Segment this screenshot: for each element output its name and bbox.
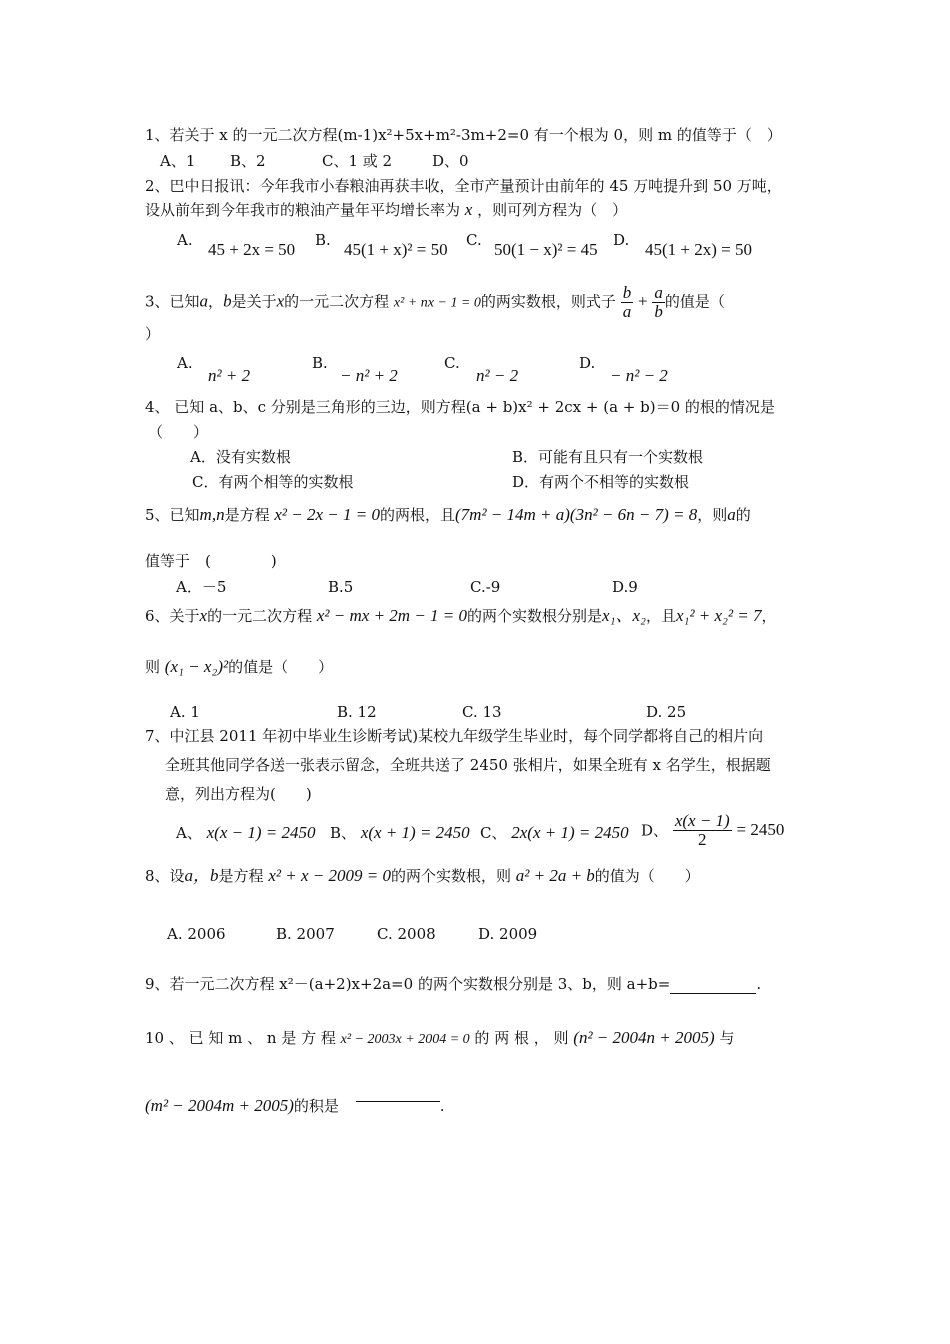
question-2-stem-end: ，则可列方程为（ ） bbox=[477, 201, 628, 219]
question-2-option-d-formula: 45(1 + 2x) = 50 bbox=[645, 240, 752, 259]
question-3-option-b-label: B. bbox=[312, 354, 328, 372]
question-6-line-1 bbox=[145, 606, 777, 626]
question-3-stem-1: 3、已知 bbox=[145, 292, 200, 311]
question-7-option-d-label: D、 bbox=[641, 821, 669, 840]
question-7-line-1: 7、中江县 2011 年初中毕业生诊断考试)某校九年级学生毕业时，每个同学都将自己的相片向 bbox=[145, 727, 764, 745]
question-4-option-a: A．没有实数根 bbox=[190, 448, 291, 466]
question-9-text: 9、若一元二次方程 x²－(a+2)x+2a=0 的两个实数根分别是 3、b，则 a+b= bbox=[145, 975, 671, 993]
question-10-line-2 bbox=[145, 1096, 445, 1116]
question-3-option-d-formula: − n² − 2 bbox=[610, 366, 668, 385]
question-3-option-c-label: C. bbox=[444, 354, 460, 372]
question-9-line bbox=[145, 975, 761, 994]
question-7-line-2: 全班其他同学各送一张表示留念，全班共送了 2450 张相片，如果全班有 x 名学生，根据题 bbox=[165, 756, 771, 774]
question-6-condition: x₁² + x₂² = 7 bbox=[675, 606, 762, 625]
question-2-option-d-label: D. bbox=[613, 231, 630, 249]
question-3-var-x: x bbox=[276, 291, 285, 311]
question-10-stem-4: 的积是 bbox=[293, 1097, 339, 1115]
question-7-option-c-label: C、 bbox=[480, 824, 507, 842]
question-6-stem-1: 6、关于 bbox=[145, 607, 200, 625]
question-4-option-b: B．可能有且只有一个实数根 bbox=[512, 448, 704, 466]
question-3-var-b: b bbox=[223, 291, 232, 311]
question-10-expression-1: (n² − 2004n + 2005) bbox=[573, 1028, 715, 1047]
question-3-stem-5: 的值是（ bbox=[664, 292, 725, 311]
question-8-equation: x² + x − 2009 = 0 bbox=[268, 866, 391, 885]
question-10-stem-2: 的 两 根 ， 则 bbox=[474, 1029, 569, 1047]
question-5-stem-4: ，则 bbox=[697, 506, 728, 524]
question-2-option-c-formula: 50(1 − x)² = 45 bbox=[494, 240, 598, 259]
question-3-option-b-formula: − n² + 2 bbox=[340, 366, 398, 385]
question-4-line-2: （ ） bbox=[148, 423, 209, 441]
question-3-plus-sign: + bbox=[637, 291, 648, 311]
question-8-option-b: B. 2007 bbox=[276, 925, 335, 943]
question-3-option-a-label: A. bbox=[177, 354, 193, 372]
question-3-equation: x² + nx − 1 = 0 bbox=[393, 295, 481, 311]
question-6-equation: x² − mx + 2m − 1 = 0 bbox=[316, 606, 468, 625]
question-3-option-a-formula: n² + 2 bbox=[208, 366, 251, 385]
question-2-variable: x bbox=[464, 200, 473, 219]
question-3-line-1 bbox=[145, 284, 725, 321]
question-2-option-a-formula: 45 + 2x = 50 bbox=[208, 240, 296, 259]
question-4-line-1: 4、 已知 a、b、c 分别是三角形的三边，则方程(a + b)x² + 2cx + (a + b)＝0 的根的情况是 bbox=[145, 398, 775, 416]
question-8-vars: a，b bbox=[184, 866, 219, 885]
question-6-option-b: B. 12 bbox=[337, 703, 377, 721]
question-6-stem-5: ， bbox=[761, 607, 777, 625]
question-3-stem-4: 的两实数根，则式子 bbox=[480, 292, 616, 311]
question-1-option-c: C、1 或 2 bbox=[322, 152, 393, 170]
question-6-stem-2: 的一元二次方程 bbox=[207, 607, 313, 625]
question-2-stem: 设从前年到今年我市的粮油产量年平均增长率为 bbox=[145, 201, 461, 219]
question-1-text: 1、若关于 x 的一元二次方程(m-1)x²+5x+m²-3m+2=0 有一个根为 0，则 m 的值等于（ ） bbox=[145, 126, 782, 144]
question-3-option-c-formula: n² − 2 bbox=[476, 366, 519, 385]
question-7-option-a-formula: x(x − 1) = 2450 bbox=[206, 823, 316, 842]
question-3-fraction-b-over-a: $\frac{b}{a}$ bbox=[622, 283, 632, 321]
question-7-option-a-label: A、 bbox=[176, 824, 202, 842]
question-5-equation: x² − 2x − 1 = 0 bbox=[274, 505, 380, 524]
question-8-stem-3: 的两个实数根，则 bbox=[390, 867, 511, 885]
question-4-option-c: C．有两个相等的实数根 bbox=[192, 473, 354, 491]
question-3-line-2: ） bbox=[145, 325, 161, 343]
question-8-stem-2: 是方程 bbox=[218, 867, 264, 885]
question-10-stem-1: 10 、 已 知 m 、 n 是 方 程 bbox=[145, 1029, 336, 1047]
question-2-option-b-formula: 45(1 + x)² = 50 bbox=[344, 240, 448, 259]
question-5-expression: (7m² − 14m + a)(3n² − 6n − 7) = 8 bbox=[455, 505, 698, 524]
question-5-option-c: C.-9 bbox=[470, 578, 501, 596]
question-7-option-b-label: B、 bbox=[330, 824, 357, 842]
question-5-line-2: 值等于 ( ) bbox=[145, 552, 277, 570]
question-6-option-a: A. 1 bbox=[170, 703, 200, 721]
question-8-stem-4: 的值为（ ） bbox=[594, 867, 700, 885]
question-10-answer-blank[interactable] bbox=[356, 1083, 440, 1102]
question-5-stem-3: 的两根，且 bbox=[379, 506, 455, 524]
question-7-option-d bbox=[641, 812, 784, 849]
question-8-option-c: C. 2008 bbox=[377, 925, 436, 943]
question-6-stem-6: 则 bbox=[145, 658, 161, 676]
question-10-stem-3: 与 bbox=[719, 1029, 735, 1047]
question-10-line-1 bbox=[145, 1028, 734, 1049]
question-1-option-a: A、1 bbox=[160, 152, 196, 170]
question-7-option-b-formula: x(x + 1) = 2450 bbox=[360, 823, 470, 842]
question-6-stem-4: ，且 bbox=[645, 607, 676, 625]
question-6-stem-3: 的两个实数根分别是 bbox=[467, 607, 603, 625]
question-5-option-a: A．－5 bbox=[176, 578, 227, 596]
question-9-answer-blank[interactable] bbox=[670, 975, 756, 994]
question-10-period: . bbox=[439, 1097, 445, 1115]
question-6-stem-7: 的值是（ ） bbox=[228, 658, 334, 676]
question-3-stem-3: 的一元二次方程 bbox=[284, 292, 390, 311]
question-7-line-3: 意，列出方程为( ) bbox=[165, 785, 312, 803]
question-8-expression: a² + 2a + b bbox=[515, 866, 595, 885]
question-9-period: . bbox=[756, 975, 762, 993]
question-4-option-d: D．有两个不相等的实数根 bbox=[512, 473, 690, 491]
question-3-comma: ， bbox=[208, 292, 224, 311]
question-3-var-a: a bbox=[199, 291, 209, 311]
question-6-expression: (x₁ − x₂)² bbox=[164, 657, 229, 676]
question-6-roots: x₁、x₂ bbox=[602, 606, 646, 625]
question-5-option-d: D.9 bbox=[612, 578, 638, 596]
question-5-stem-2: 是方程 bbox=[224, 506, 270, 524]
question-6-option-c: C. 13 bbox=[462, 703, 502, 721]
question-5-line-1 bbox=[145, 505, 751, 525]
question-7-option-c bbox=[480, 823, 629, 843]
question-7-option-d-fraction: $\frac{x(x - 1)}{2}$ bbox=[674, 811, 730, 849]
question-5-stem-1: 5、已知 bbox=[145, 506, 200, 524]
question-7-option-b bbox=[330, 823, 470, 843]
question-6-line-2 bbox=[145, 657, 333, 677]
question-5-option-b: B.5 bbox=[328, 578, 354, 596]
question-8-line-1 bbox=[145, 866, 700, 886]
question-2-option-b-label: B. bbox=[315, 231, 331, 249]
question-7-option-d-result: = 2450 bbox=[736, 820, 785, 840]
question-6-option-d: D. 25 bbox=[646, 703, 687, 721]
question-2-option-a-label: A. bbox=[177, 231, 193, 249]
question-2-option-c-label: C. bbox=[466, 231, 482, 249]
question-7-option-c-formula: 2x(x + 1) = 2450 bbox=[511, 823, 629, 842]
question-7-option-a bbox=[176, 823, 315, 843]
question-6-var-x: x bbox=[199, 606, 208, 625]
question-10-equation: x² − 2003x + 2004 = 0 bbox=[340, 1032, 470, 1047]
question-8-option-a: A. 2006 bbox=[167, 925, 226, 943]
question-3-stem-2: 是关于 bbox=[231, 292, 277, 311]
question-8-option-d: D. 2009 bbox=[478, 925, 538, 943]
question-8-stem-1: 8、设 bbox=[145, 867, 185, 885]
question-5-vars: m,n bbox=[199, 505, 225, 524]
question-5-stem-5: 的 bbox=[735, 506, 751, 524]
question-3-option-d-label: D. bbox=[579, 354, 596, 372]
question-3-fraction-a-over-b: $\frac{a}{b}$ bbox=[654, 283, 663, 321]
question-1-option-b: B、2 bbox=[230, 152, 266, 170]
question-5-var-a: a bbox=[727, 505, 736, 524]
question-10-expression-2: (m² − 2004m + 2005) bbox=[145, 1096, 294, 1115]
question-2-line-2 bbox=[145, 200, 627, 220]
question-2-line-1: 2、巴中日报讯：今年我市小春粮油再获丰收，全市产量预计由前年的 45 万吨提升到 50 万吨， bbox=[145, 177, 782, 195]
question-1-option-d: D、0 bbox=[432, 152, 469, 170]
